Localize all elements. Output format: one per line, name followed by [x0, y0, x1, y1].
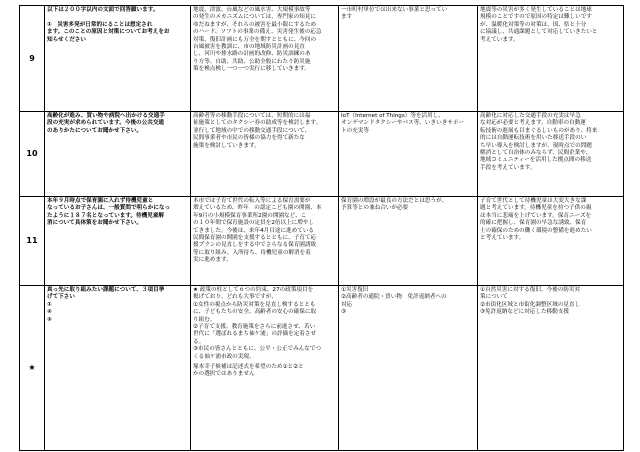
text-line: ★ 政策の柱として６つの約束、27の政策項目を [193, 287, 314, 293]
text-line: 考えています。 [480, 36, 519, 43]
text-line: 消について具体策をお聞かせ下さい。 [47, 220, 142, 227]
text-line: 手段を考えています。 [480, 164, 536, 171]
text-line: 段の充実が求められています。今後の公共交通 [47, 120, 165, 127]
text-line: 祉施策としてのタクシー券の助成等を検討します。 [193, 120, 322, 127]
text-line: 高齢化が進み、買い物や病院へ出かける交通手 [47, 113, 165, 119]
question-number: 11 [20, 197, 45, 286]
text-line: 台風被害を教訓に、市の地域防災計画の見直 [193, 44, 305, 51]
text-line: ①自然災害に対する復旧、今後の防災対 [480, 287, 581, 293]
question-row [20, 112, 624, 197]
text-line: 地震、津波、台風などの風水害、大規模事故等 [193, 7, 311, 13]
answer-cell-3 [478, 286, 624, 451]
text-line: ③市民の皆さんとともに、公平・公正でみんなでつ [193, 346, 322, 353]
answer-cell-1 [191, 112, 339, 197]
questionnaire-body [20, 6, 624, 451]
text-line: 本市では子育て世代の転入等による保育需要が [193, 198, 311, 204]
text-line: IoT（Internet of Things）等を活用し、 [341, 113, 444, 119]
text-line: 実に進めます。 [193, 257, 232, 264]
text-line: に、子どもたちの安全、高齢者の安心の確保に取 [193, 309, 317, 316]
text-line: ③ [341, 309, 347, 316]
text-line: 本年９月時点で保育園に入れず待機児童と [47, 198, 154, 204]
text-line: 対策、復旧計画にも万全を期すとともに、今回の [193, 36, 317, 43]
answer-cell-2 [339, 6, 478, 112]
question-text [45, 286, 191, 451]
text-line: ます。このことの原因と対策についてお考えをお [47, 29, 170, 36]
text-line: 高齢者等の移動手段については、短期的には福 [193, 113, 311, 119]
questionnaire-table [19, 5, 624, 451]
text-line: 知らせください [47, 36, 86, 43]
questionnaire-sheet [19, 5, 623, 451]
text-line: てきました。今後は、来年4月目途に進めている [193, 227, 315, 234]
answer-cell-3 [478, 6, 624, 112]
text-line: げて下さい [47, 294, 75, 301]
text-line: ます [341, 14, 353, 21]
text-line: に協議し、共通課題として対応していきたいと [480, 29, 598, 36]
text-line: ③免許返納などに対応した移動支援 [480, 309, 569, 316]
text-line: 増えているため、昨年 の認定こども園の開園、本 [193, 205, 322, 212]
text-line: 年9月の小規模保育事業所2園の開園など、こ [193, 212, 307, 219]
text-line: 援プランの見直しをする中でさらなる保育園誘致 [193, 242, 317, 249]
text-line: 民間保育園の開園を支援するとともに、子育て応 [193, 235, 317, 242]
text-line: 高齢化に対応した交通手段の充実は早急 [480, 113, 581, 119]
text-line: 一市町村単位では出来ない事業と思ってい [341, 7, 448, 13]
text-line: 対応 [341, 301, 353, 308]
answer-cell-1 [191, 6, 339, 112]
text-line: ③ [47, 316, 52, 323]
answer-cell-2 [339, 197, 478, 286]
text-line: の１０年間で保育施設の定員を2倍以上に増やし [193, 220, 315, 227]
text-line: な対応が必要と考えます。自動車の自動運 [480, 120, 586, 127]
text-line: 題と考えています。待機児童を持つ子供の親 [480, 205, 592, 212]
answer-cell-1 [191, 286, 339, 451]
text-line: トの充実等 [341, 127, 369, 134]
text-line: 策を検点検し一つ一つ実行に移していきます。 [193, 66, 311, 73]
text-line: 地震等の災害が多く発生していることは地球 [480, 7, 592, 13]
text-line: ①女性の視点から防災対策を見直し検するととも [193, 301, 316, 308]
text-line: ①災害復旧 [341, 287, 369, 293]
text-line: 解消として自治体のみならず、民間企業や、 [480, 150, 592, 157]
text-line: ち早い導入を検討しますが、現時点での問題 [480, 142, 592, 149]
text-line: る。 [193, 338, 205, 345]
text-line: 施策を検討していきます。 [193, 142, 260, 149]
text-line: 並行して地域の中での移動交通手段について、 [193, 127, 311, 134]
text-line: 的確に把握し、保育園の早急な誘致、保育 [480, 220, 587, 227]
text-line: ゆだねますが、それらの被害を最小限にするため [193, 21, 317, 28]
text-line: と考えています。 [480, 235, 525, 242]
question-row [20, 6, 624, 112]
text-line: 策について [480, 294, 508, 301]
question-number: 10 [20, 112, 45, 197]
question-row [20, 197, 624, 286]
question-number: ★ [20, 286, 45, 451]
text-line: 地域コミュニティーを活用した拠点間の移送 [480, 157, 592, 164]
text-line: オンデマンドタクシーやバス等、いきいきサポー [341, 120, 465, 127]
text-line: なっているお子さんは、一般質問で明らかになっ [47, 205, 171, 212]
text-line: 規模のことですので原因の特定は難しいです [480, 14, 592, 21]
text-line: ②市街化区域と市街化調整区域の見直し [480, 301, 581, 308]
text-line: り組む。 [193, 316, 216, 323]
text-line: ②高齢者の通院・買い物 免許返納者への [341, 294, 447, 301]
answer-cell-2 [339, 286, 478, 451]
text-line: 士の確保のための働く環境の整備を進めたい [480, 227, 592, 234]
question-text [45, 6, 191, 112]
question-text [45, 112, 191, 197]
text-line: 掲げており、どれも大事ですが、 [193, 294, 277, 301]
text-line: 民間事業者や市民の皆様の協力を得て新たな [193, 135, 305, 142]
text-line: のハード、ソフトの事業の備え、災害発生後の応急 [193, 29, 322, 36]
text-line: 子育て世代として待機児童は大変大きな課 [480, 198, 587, 204]
answer-cell-1 [191, 197, 339, 286]
text-line: たように１８７名となっています。待機児童解 [47, 212, 165, 219]
text-line: ② [47, 309, 52, 316]
text-line: 世代に「選ばれるまち袖ケ浦」の評価を定着させ [193, 331, 317, 338]
answer-cell-3 [478, 197, 624, 286]
text-line: の発生のメカニズムについては、専門家の知見に [193, 14, 316, 21]
text-line: 塚本幸子候補は記述式を希望のため①と②と [193, 364, 304, 371]
question-row [20, 286, 624, 451]
answer-cell-3 [478, 112, 624, 197]
text-line: 予算等との兼ね合いが必要 [341, 205, 409, 212]
text-line: が、温暖化対策等の対策は、国、県と十分 [480, 21, 587, 28]
text-line: り方等、自助、共助、公助全般にわたり防災施 [193, 58, 311, 65]
text-line: ① [47, 301, 52, 308]
text-line: 的には自動運転技術を用いた移送手段のい [480, 135, 587, 142]
text-line: 以下は２００字以内の文面で回答願います。 [47, 7, 159, 13]
text-line: 等に取り組み、入所待ち、待機児童の解消を着 [193, 249, 311, 256]
text-line [47, 14, 188, 21]
text-line: は本当に悲痛を上げています。保育ニーズを [480, 212, 592, 219]
text-line: のありかたについてお聞かせ下さい。 [47, 127, 142, 134]
text-line: 転技術の進展も目まぐるしいものがあり、将来 [480, 127, 598, 134]
answer-cell-2 [339, 112, 478, 197]
text-line: 真っ先に取り組みたい課題について、３項目挙 [47, 287, 165, 293]
text-line: かの選択ではありません [193, 371, 255, 378]
question-number: 9 [20, 6, 45, 112]
text-line: くる袖ケ浦市政の実現。 [193, 353, 255, 360]
text-line: ②子育て支援、教育施策をさらに前進させ、若い [193, 324, 316, 331]
text-line: し、河川や排水路の計画的改修、防災訓練のあ [193, 51, 311, 58]
text-line: 保育園の増設が最良の方法だとは思うが、 [341, 198, 448, 204]
question-text [45, 197, 191, 286]
text-line: ① 災害多発が日常的にることは想定され [47, 21, 153, 28]
